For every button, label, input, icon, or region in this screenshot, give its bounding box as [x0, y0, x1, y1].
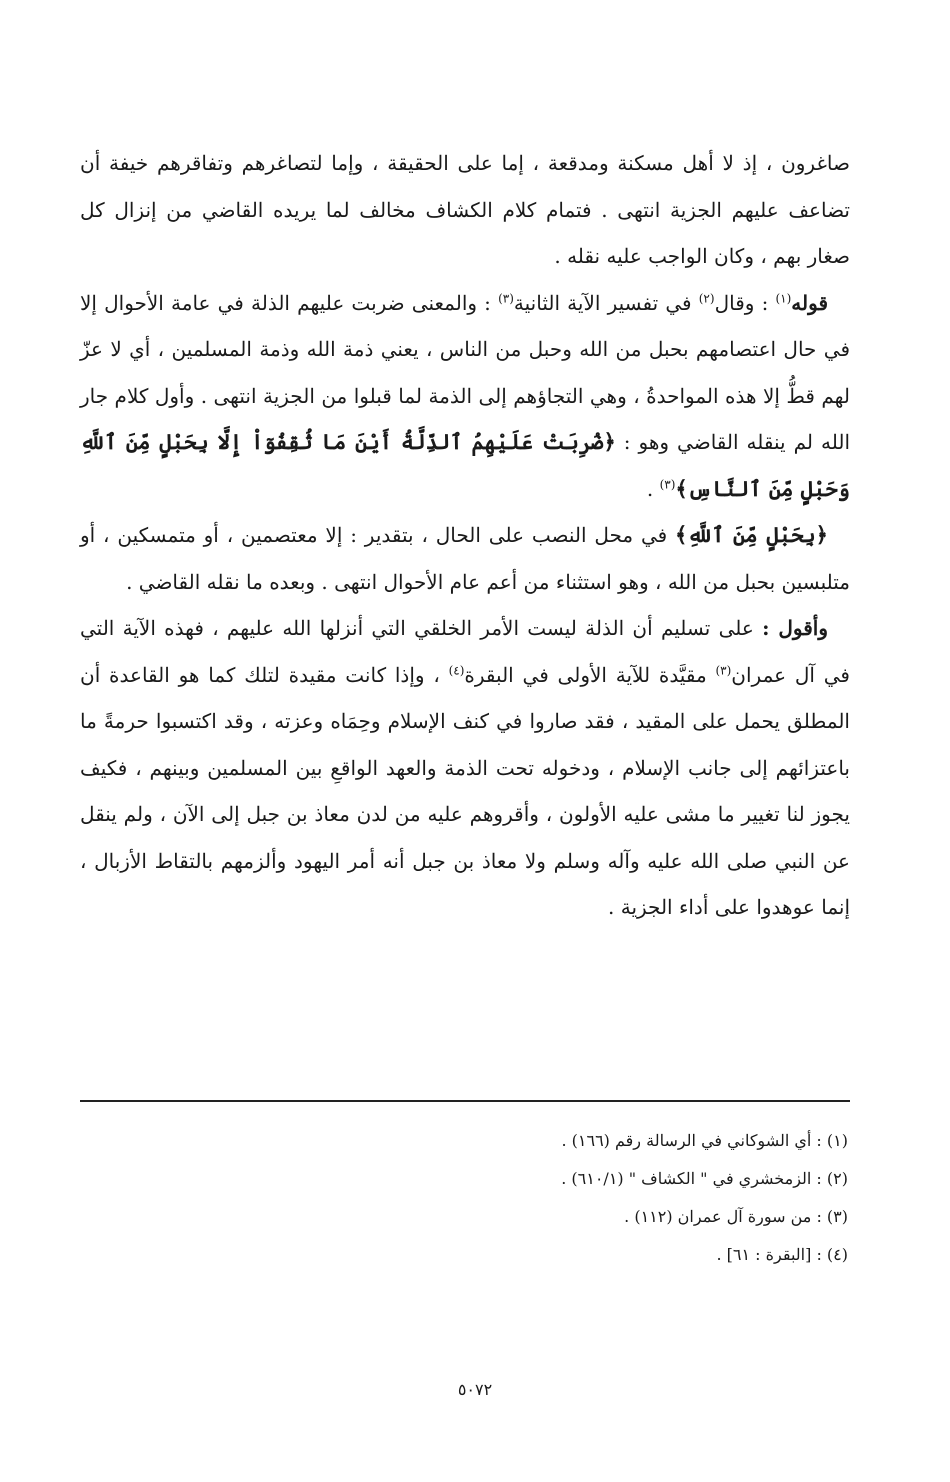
paragraph-text: ، وإذا كانت مقيدة لتلك كما هو القاعدة أن المطلق يحمل على المقيد ، فقد صاروا في كنف الإسلام وحِمَاه وعزته ، وقد اكتسبوا حرمةً ما باعتزائهم إلى جانب الإسلام ، ودخوله تحت الذمة والعهد الواقعِ بين المسلمين وبينهم ، فكيف يجوز لنا تغيير ما مشى عليه الأولون ، وأقروهم عليه من لدن معاذ بن جبل إلى الآن ، ولم ينقل عن النبي صلى الله عليه وآله وسلم ولا معاذ بن جبل أنه أمر اليهود وألزمهم بالتقاط الأزبال ، إنما عوهدوا على أداء الجزية . [80, 662, 850, 919]
footnote-ref: (١) [775, 290, 792, 305]
paragraph-text: : وقال [714, 290, 776, 315]
footnote-ref: (٣) [659, 476, 676, 491]
paragraph-text: على تسليم أن الذلة ليست الأمر الخلقي التي أنزلها الله عليهم ، فهذه الآية التي في آل عمران [80, 616, 850, 687]
footnote-1: (١) : أي الشوكاني في الرسالة رقم (١٦٦) . [561, 1131, 848, 1150]
paragraph-text: : والمعنى ضربت عليهم الذلة في عامة الأحوال إلا في حال اعتصامهم بحبل من الله وحبل من الناس ، يعني ذمة الله وذمة المسلمين ، أي لا عزّ لهم قطُّ إلا هذه المواحدةُ ، وهي التجاؤهم إلى الذمة لما قبلوا من الجزية انتهى . وأول كلام جار الله لم ينقله القاضي وهو : [80, 290, 851, 454]
footnote-separator [80, 1100, 850, 1102]
paragraph-text: في محل النصب على الحال ، بتقدير : إلا معتصمين ، أو متمسكين ، أو متلبسين بحبل من الله ، وهو استثناء من أعم عام الأحوال انتهى . وبعده ما نقله القاضي . [80, 523, 850, 594]
paragraph-3 [80, 512, 850, 605]
footnotes-list [148, 1122, 848, 1274]
paragraph-2 [80, 280, 850, 513]
quran-verse: ﴿ضُرِبَتْ عَلَيْهِمُ ٱلذِّلَّةُ أَيْنَ مَا ثُقِفُوٓاْ إِلَّا بِحَبْلٍ مِّنَ ٱللَّهِ وَحَبْلٍ مِّنَ ٱلنَّاسِ﴾ [80, 429, 850, 501]
paragraph-1 [80, 140, 850, 280]
paragraph-lead: قوله [791, 290, 829, 315]
paragraph-text: صاغرون ، إذ لا أهل مسكنة ومدقعة ، إما على الحقيقة ، وإما لتصاغرهم وتفاقرهم خيفة أن تضاعف عليهم الجزية انتهى . فتمام كلام الكشاف مخالف لما يريده القاضي من إنزال كل صغار بهم ، وكان الواجب عليه نقله . [80, 151, 850, 268]
main-text [80, 140, 850, 931]
paragraph-text: مقيَّدة للآية الأولى في البقرة [464, 662, 716, 687]
footnote-2: (٢) : الزمخشري في " الكشاف " (٦١٠/١) . [561, 1169, 848, 1188]
footnote-ref: (٢) [698, 290, 715, 305]
footnote-4: (٤) : [البقرة : ٦١] . [716, 1245, 848, 1264]
paragraph-text: في تفسير الآية الثانية [513, 290, 699, 315]
footnote-ref: (٣) [498, 290, 514, 305]
footnote-ref: (٣) [715, 662, 732, 677]
footnote-3: (٣) : من سورة آل عمران (١١٢) . [624, 1207, 848, 1226]
quran-verse: ﴿بِحَبْلٍ مِّنَ ٱللَّهِ﴾ [675, 522, 828, 547]
paragraph-4 [80, 605, 850, 931]
footnote-ref: (٤) [448, 662, 465, 677]
paragraph-text: . [646, 476, 660, 501]
page-number: ٥٠٧٢ [457, 1380, 493, 1399]
paragraph-lead: وأقول : [762, 616, 829, 640]
